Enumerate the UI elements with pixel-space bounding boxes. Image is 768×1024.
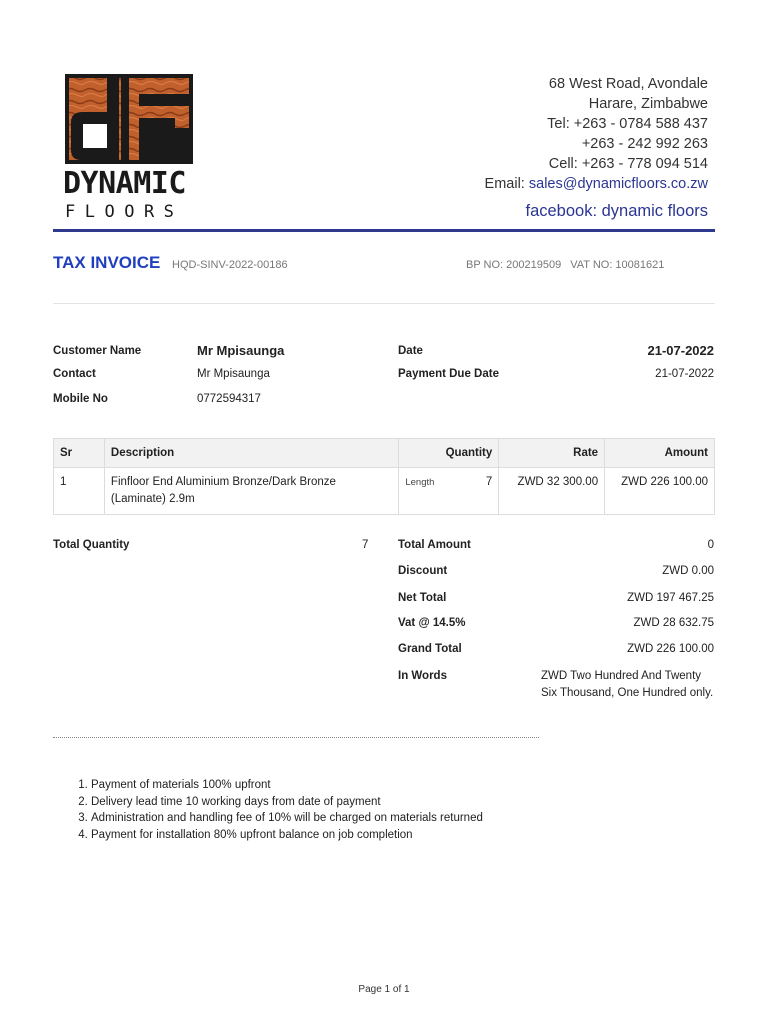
terms-list — [73, 777, 483, 843]
address-line-2: Harare, Zimbabwe — [588, 96, 708, 112]
bp-number: BP NO: 200219509 — [466, 259, 562, 271]
page-number: Page 1 of 1 — [358, 984, 410, 995]
dynamic-floors-logo-icon — [65, 74, 193, 164]
total-amount: 0 — [707, 539, 714, 551]
customer-name-label: Customer Name — [53, 345, 142, 357]
row-amount: ZWD 226 100.00 — [605, 468, 715, 515]
contact-value: Mr Mpisaunga — [197, 368, 270, 380]
company-logo — [63, 74, 195, 224]
table-row — [54, 468, 715, 515]
address-line-1: 68 West Road, Avondale — [548, 76, 708, 92]
col-amount: Amount — [605, 439, 715, 468]
email-line — [485, 174, 708, 194]
total-quantity-label: Total Quantity — [53, 539, 130, 551]
email-label: Email: — [484, 176, 529, 192]
mobile-value: 0772594317 — [197, 393, 261, 405]
signature-line — [53, 737, 539, 738]
list-item: 1. Payment of materials 100% upfront — [91, 777, 483, 794]
total-quantity: 7 — [362, 539, 369, 551]
grand-total-label: Grand Total — [398, 643, 462, 655]
list-item: 2. Delivery lead time 10 working days from date of payment — [91, 794, 483, 811]
invoice-title: TAX INVOICE — [53, 253, 161, 272]
list-item: 4. Payment for installation 80% upfront balance on job completion — [91, 827, 483, 844]
col-description: Description — [104, 439, 398, 468]
row-quantity: 7 — [485, 476, 493, 488]
date-label: Date — [398, 345, 423, 357]
section-divider — [53, 303, 715, 304]
contact-label: Contact — [53, 368, 96, 380]
row-description: Finfloor End Aluminium Bronze/Dark Bronze (Laminate) 2.9m — [104, 468, 398, 515]
invoice-number: HQD-SINV-2022-00186 — [172, 259, 288, 271]
row-rate: ZWD 32 300.00 — [499, 468, 605, 515]
facebook-link[interactable]: facebook: dynamic floors — [525, 202, 708, 220]
email-link[interactable]: sales@dynamicfloors.co.zw — [528, 176, 708, 192]
row-quantity-cell — [399, 468, 499, 515]
row-sr: 1 — [54, 468, 105, 515]
header-divider — [53, 229, 715, 232]
telephone: Tel: +263 - 0784 588 437 — [547, 116, 708, 132]
telephone-2: +263 - 242 992 263 — [581, 136, 708, 152]
list-item: 3. Administration and handling fee of 10% will be charged on materials returned — [91, 810, 483, 827]
col-sr: Sr — [54, 439, 105, 468]
total-amount-label: Total Amount — [398, 539, 471, 551]
net-total: ZWD 197 467.25 — [627, 592, 714, 604]
col-rate: Rate — [499, 439, 605, 468]
customer-name: Mr Mpisaunga — [197, 343, 285, 358]
invoice-date: 21-07-2022 — [647, 343, 714, 358]
due-date-label: Payment Due Date — [398, 368, 499, 380]
mobile-label: Mobile No — [53, 393, 108, 405]
col-quantity: Quantity — [399, 439, 499, 468]
logo-word-floors: FLOORS — [65, 202, 184, 222]
vat-label: Vat @ 14.5% — [398, 617, 466, 629]
company-contact-block — [485, 74, 708, 222]
logo-word-dynamic: DYNAMIC — [63, 166, 186, 201]
discount-label: Discount — [398, 565, 448, 577]
in-words: ZWD Two Hundred And Twenty Six Thousand, One Hundred only. — [541, 670, 714, 699]
grand-total: ZWD 226 100.00 — [627, 643, 714, 655]
items-table — [53, 438, 715, 515]
vat-number: VAT NO: 10081621 — [570, 259, 665, 271]
vat-amount: ZWD 28 632.75 — [633, 617, 714, 629]
cell-phone: Cell: +263 - 778 094 514 — [548, 156, 708, 172]
discount: ZWD 0.00 — [662, 565, 714, 577]
net-total-label: Net Total — [398, 592, 447, 604]
table-header-row — [54, 439, 715, 468]
in-words-label: In Words — [398, 670, 447, 682]
row-unit: Length — [405, 477, 435, 488]
due-date: 21-07-2022 — [655, 368, 714, 380]
registration-numbers — [466, 259, 664, 271]
